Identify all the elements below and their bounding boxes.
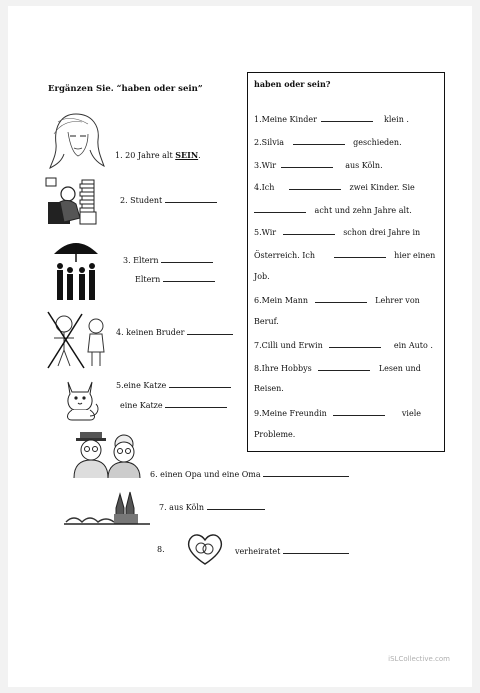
sentence-4 (254, 181, 415, 192)
sentence-6-blank[interactable] (315, 294, 367, 303)
sentence-6-start: 6.Mein Mann (254, 296, 309, 305)
item-6 (150, 468, 349, 479)
item-4-text: 4. keinen Bruder (116, 328, 185, 337)
sentence-2 (254, 136, 402, 147)
sentence-4-cont (254, 204, 412, 215)
item-7-blank[interactable] (207, 501, 265, 510)
sentence-3-start: 3.Wir (254, 161, 277, 170)
student-books-picture (44, 176, 100, 228)
sentence-4-end: zwei Kinder. Sie (349, 183, 415, 192)
item-8 (235, 545, 349, 556)
sentence-7 (254, 339, 433, 350)
woman-face-picture (48, 110, 106, 172)
sentence-5-start: 5.Wir (254, 228, 277, 237)
item-1-text: 1. 20 Jahre alt (115, 151, 173, 160)
item-3-text: 3. Eltern (123, 256, 159, 265)
sentence-8-cont: Reisen. (254, 384, 284, 393)
sentence-3-blank[interactable] (281, 159, 333, 168)
item-1-answer: SEIN (175, 150, 199, 160)
sentence-2-blank[interactable] (293, 136, 345, 145)
sentence-5-blank-1[interactable] (283, 226, 335, 235)
item-3b-blank[interactable] (163, 273, 215, 282)
sentence-6 (254, 294, 420, 305)
sentence-9-blank[interactable] (333, 407, 385, 416)
sentence-4-cont-text: acht und zehn Jahre alt. (314, 206, 412, 215)
sentence-1 (254, 113, 409, 124)
sentence-9 (254, 407, 421, 418)
item-8-blank[interactable] (283, 545, 349, 554)
sentence-5-cont (254, 249, 435, 260)
item-1 (115, 150, 201, 160)
sentence-5-end: schon drei Jahre in (343, 228, 421, 237)
item-6-blank[interactable] (263, 468, 349, 477)
family-umbrella-picture (52, 238, 100, 302)
item-2-blank[interactable] (165, 194, 217, 203)
sentence-5-cont-start: Österreich. Ich (254, 251, 316, 260)
item-3b (135, 273, 215, 284)
item-5 (116, 379, 231, 390)
sentence-7-start: 7.Cilli und Erwin (254, 341, 323, 350)
item-7-text: 7. aus Köln (159, 503, 205, 512)
sentence-1-end: klein . (384, 115, 409, 124)
item-5b (120, 399, 227, 410)
sentence-6-cont: Beruf. (254, 317, 279, 326)
sentence-9-start: 9.Meine Freundin (254, 409, 327, 418)
sentence-8-blank[interactable] (318, 362, 370, 371)
left-exercise-title: Ergänzen Sie. “haben oder sein” (48, 84, 203, 94)
cat-picture (60, 376, 102, 422)
item-6-text: 6. einen Opa und eine Oma (150, 470, 261, 479)
sentence-5-cont-end: hier einen (394, 251, 436, 260)
footer-watermark: iSLCollective.com (388, 655, 450, 663)
sentence-1-blank[interactable] (321, 113, 373, 122)
item-4-blank[interactable] (187, 326, 233, 335)
sentence-4-blank-1[interactable] (289, 181, 341, 190)
item-7 (159, 501, 265, 512)
item-8-number: 8. (157, 545, 165, 554)
item-8-text: verheiratet (235, 547, 281, 556)
right-exercise-box (247, 72, 445, 452)
item-2-text: 2. Student (120, 196, 163, 205)
sentence-3-end: aus Köln. (345, 161, 383, 170)
heart-rings-icon (186, 532, 224, 566)
grandparents-picture (68, 430, 144, 478)
item-3b-text: Eltern (135, 275, 161, 284)
sentence-9-cont: Probleme. (254, 430, 296, 439)
sentence-6-end: Lehrer von (375, 296, 420, 305)
item-3-blank[interactable] (161, 254, 213, 263)
sentence-4-start: 4.Ich (254, 183, 275, 192)
item-3 (123, 254, 213, 265)
sentence-3 (254, 159, 383, 170)
item-5b-blank[interactable] (165, 399, 227, 408)
sentence-7-end: ein Auto . (393, 341, 433, 350)
sentence-5 (254, 226, 420, 237)
item-5-text: 5.eine Katze (116, 381, 167, 390)
sentence-2-start: 2.Silvia (254, 138, 285, 147)
sentence-2-end: geschieden. (353, 138, 402, 147)
item-2 (120, 194, 217, 205)
right-exercise-title: haben oder sein? (254, 79, 331, 89)
sentence-7-blank[interactable] (329, 339, 381, 348)
item-5-blank[interactable] (169, 379, 231, 388)
sentence-4-blank-2[interactable] (254, 204, 306, 213)
sentence-5-blank-2[interactable] (334, 249, 386, 258)
item-1-suffix: . (198, 151, 201, 160)
sentence-5-end-line: Job. (254, 272, 270, 281)
sentence-8 (254, 362, 421, 373)
crossed-out-siblings-picture (46, 310, 108, 370)
sentence-9-end: viele (401, 409, 421, 418)
item-4 (116, 326, 233, 337)
sentence-1-start: 1.Meine Kinder (254, 115, 317, 124)
cologne-skyline-picture (64, 488, 150, 526)
sentence-8-end: Lesen und (378, 364, 421, 373)
item-5b-text: eine Katze (120, 401, 163, 410)
sentence-8-start: 8.Ihre Hobbys (254, 364, 312, 373)
